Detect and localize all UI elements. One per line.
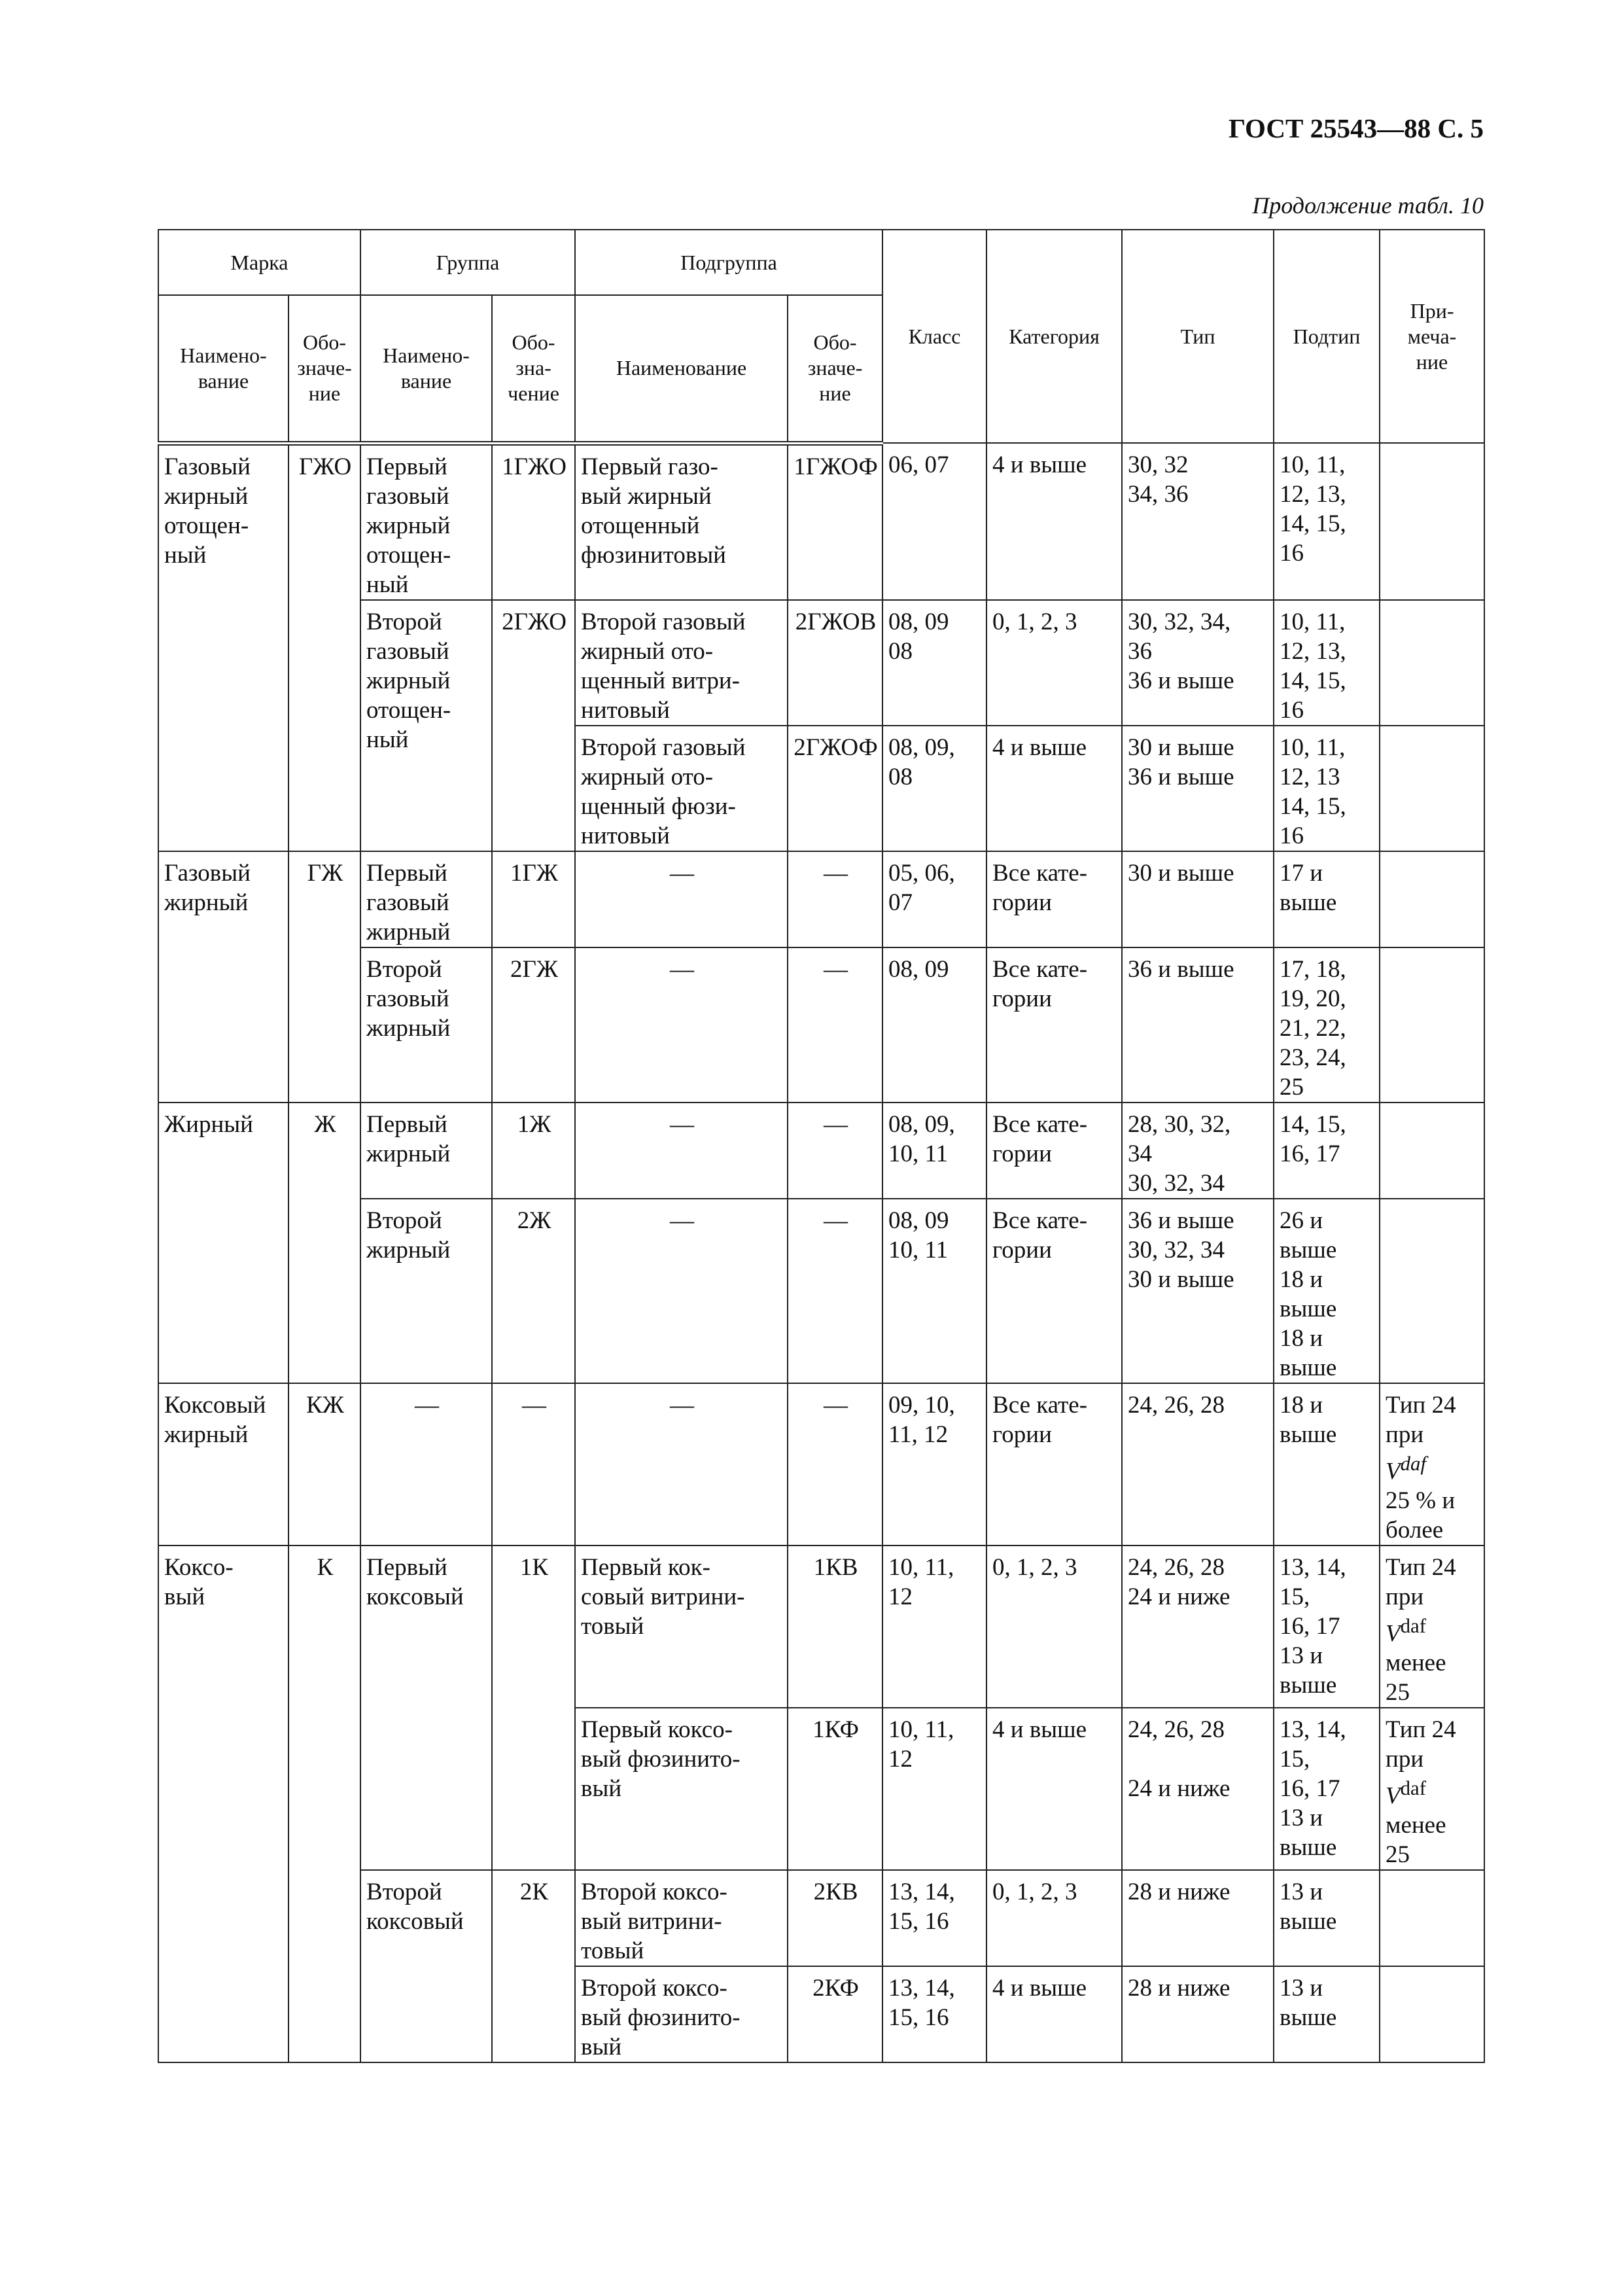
- group-name: Второй газовый жирный отощен- ный: [360, 600, 492, 851]
- volatile-symbol: V: [1386, 1620, 1401, 1648]
- header-podtip: Подтип: [1274, 230, 1380, 443]
- table-continuation-label: Продолжение табл. 10: [1252, 192, 1484, 219]
- podtip-cell: 13 и выше: [1274, 1966, 1380, 2062]
- kategoriya-cell: 0, 1, 2, 3: [986, 1545, 1122, 1708]
- group-name: Первый газовый жирный отощен- ный: [360, 443, 492, 600]
- group-name: Первый жирный: [360, 1103, 492, 1199]
- header-podgruppa-name: Наименование: [575, 295, 788, 443]
- header-marka-code: Обо- значе- ние: [288, 295, 360, 443]
- group-code: 2К: [492, 1870, 575, 2062]
- tip-cell: 24, 26, 28 24 и ниже: [1122, 1545, 1274, 1708]
- header-tip: Тип: [1122, 230, 1274, 443]
- klass-cell: 08, 09: [882, 947, 986, 1103]
- kategoriya-cell: Все кате- гории: [986, 947, 1122, 1103]
- podtip-cell: 14, 15, 16, 17: [1274, 1103, 1380, 1199]
- tip-cell: 30 и выше 36 и выше: [1122, 726, 1274, 851]
- klass-cell: 10, 11, 12: [882, 1545, 986, 1708]
- klass-cell: 08, 09 10, 11: [882, 1199, 986, 1383]
- kategoriya-cell: 4 и выше: [986, 443, 1122, 600]
- subgroup-code: 1КВ: [788, 1545, 882, 1708]
- subgroup-code: 2ГЖОВ: [788, 600, 882, 726]
- header-primechanie: При- меча- ние: [1380, 230, 1484, 443]
- kategoriya-cell: 4 и выше: [986, 1708, 1122, 1870]
- header-marka-name: Наимено- вание: [158, 295, 288, 443]
- marka-name: Коксо- вый: [158, 1545, 288, 2063]
- podtip-cell: 18 и выше: [1274, 1383, 1380, 1545]
- note-cell: [1380, 851, 1484, 947]
- klass-cell: 08, 09, 08: [882, 726, 986, 851]
- klass-cell: 10, 11, 12: [882, 1708, 986, 1870]
- table-row: [158, 1103, 1484, 1199]
- podtip-cell: 13 и выше: [1274, 1870, 1380, 1966]
- podtip-cell: 17 и выше: [1274, 851, 1380, 947]
- klass-cell: 06, 07: [882, 443, 986, 600]
- subgroup-code: —: [788, 947, 882, 1103]
- tip-cell: 36 и выше: [1122, 947, 1274, 1103]
- tip-cell: 28 и ниже: [1122, 1966, 1274, 2062]
- header-kategoriya: Категория: [986, 230, 1122, 443]
- subgroup-name: Второй коксо- вый витрини- товый: [575, 1870, 788, 1966]
- note-cell: [1380, 1103, 1484, 1199]
- tip-cell: 24, 26, 28: [1122, 1383, 1274, 1545]
- podtip-cell: 10, 11, 12, 13, 14, 15, 16: [1274, 443, 1380, 600]
- note-cell: [1380, 1199, 1484, 1383]
- kategoriya-cell: Все кате- гории: [986, 851, 1122, 947]
- marka-name: Газовый жирный: [158, 851, 288, 1103]
- group-code: 1К: [492, 1545, 575, 1871]
- marka-name: Газовый жирный отощен- ный: [158, 443, 288, 851]
- kategoriya-cell: Все кате- гории: [986, 1383, 1122, 1545]
- klass-cell: 05, 06, 07: [882, 851, 986, 947]
- podtip-cell: 13, 14, 15, 16, 17 13 и выше: [1274, 1545, 1380, 1708]
- header-gruppa-code: Обо- зна- чение: [492, 295, 575, 443]
- header-gruppa-name: Наимено- вание: [360, 295, 492, 443]
- subgroup-code: —: [788, 1103, 882, 1199]
- header-row-1: [158, 230, 1484, 295]
- table-row: [158, 1545, 1484, 1708]
- group-code: —: [492, 1383, 575, 1545]
- header-klass: Класс: [882, 230, 986, 443]
- podtip-cell: 13, 14, 15, 16, 17 13 и выше: [1274, 1708, 1380, 1870]
- volatile-superscript: daf: [1400, 1452, 1427, 1475]
- subgroup-name: Первый газо- вый жирный отощенный фюзинитовый: [575, 443, 788, 600]
- klass-cell: 08, 09, 10, 11: [882, 1103, 986, 1199]
- tip-cell: 36 и выше 30, 32, 34 30 и выше: [1122, 1199, 1274, 1383]
- header-marka: Марка: [158, 230, 360, 295]
- klass-cell: 09, 10, 11, 12: [882, 1383, 986, 1545]
- tip-cell: 28 и ниже: [1122, 1870, 1274, 1966]
- kategoriya-cell: Все кате- гории: [986, 1103, 1122, 1199]
- note-cell: [1380, 600, 1484, 726]
- klass-cell: 13, 14, 15, 16: [882, 1966, 986, 2062]
- volatile-superscript: daf: [1400, 1614, 1427, 1637]
- marka-name: Жирный: [158, 1103, 288, 1383]
- subgroup-name: —: [575, 1103, 788, 1199]
- group-code: 2ГЖО: [492, 600, 575, 851]
- subgroup-name: —: [575, 947, 788, 1103]
- volatile-symbol: V: [1386, 1457, 1401, 1485]
- note-cell: [1380, 947, 1484, 1103]
- note-text: менее 25: [1386, 1812, 1446, 1869]
- podtip-cell: 17, 18, 19, 20, 21, 22, 23, 24, 25: [1274, 947, 1380, 1103]
- subgroup-code: —: [788, 1383, 882, 1545]
- kategoriya-cell: 4 и выше: [986, 1966, 1122, 2062]
- subgroup-code: 2КВ: [788, 1870, 882, 1966]
- tip-cell: 24, 26, 28 24 и ниже: [1122, 1708, 1274, 1870]
- klass-cell: 13, 14, 15, 16: [882, 1870, 986, 1966]
- note-cell: [1380, 1966, 1484, 2062]
- klass-cell: 08, 09 08: [882, 600, 986, 726]
- table-row: [158, 851, 1484, 947]
- tip-cell: 30, 32 34, 36: [1122, 443, 1274, 600]
- podtip-cell: 26 и выше 18 и выше 18 и выше: [1274, 1199, 1380, 1383]
- note-cell: [1380, 1545, 1484, 1708]
- subgroup-code: 2ГЖОФ: [788, 726, 882, 851]
- subgroup-name: Первый коксо- вый фюзинито- вый: [575, 1708, 788, 1870]
- subgroup-name: —: [575, 851, 788, 947]
- note-cell: [1380, 443, 1484, 600]
- kategoriya-cell: 4 и выше: [986, 726, 1122, 851]
- note-cell: [1380, 1708, 1484, 1870]
- note-text: 25 % и более: [1386, 1487, 1456, 1544]
- table-row: [158, 1383, 1484, 1545]
- subgroup-code: —: [788, 851, 882, 947]
- group-name: Второй жирный: [360, 1199, 492, 1383]
- subgroup-code: 2КФ: [788, 1966, 882, 2062]
- volatile-superscript: daf: [1400, 1777, 1427, 1800]
- note-text: менее 25: [1386, 1650, 1446, 1706]
- subgroup-name: Второй коксо- вый фюзинито- вый: [575, 1966, 788, 2062]
- group-code: 2ГЖ: [492, 947, 575, 1103]
- subgroup-name: Первый кок- совый витрини- товый: [575, 1545, 788, 1708]
- tip-cell: 28, 30, 32, 34 30, 32, 34: [1122, 1103, 1274, 1199]
- subgroup-code: —: [788, 1199, 882, 1383]
- note-cell: [1380, 1870, 1484, 1966]
- header-podgruppa-code: Обо- значе- ние: [788, 295, 882, 443]
- kategoriya-cell: 0, 1, 2, 3: [986, 1870, 1122, 1966]
- subgroup-name: —: [575, 1199, 788, 1383]
- table-row: [158, 443, 1484, 600]
- group-code: 1ГЖ: [492, 851, 575, 947]
- kategoriya-cell: 0, 1, 2, 3: [986, 600, 1122, 726]
- subgroup-name: Второй газовый жирный ото- щенный фюзи- нитовый: [575, 726, 788, 851]
- kategoriya-cell: Все кате- гории: [986, 1199, 1122, 1383]
- page-header: ГОСТ 25543—88 С. 5: [1228, 113, 1484, 143]
- subgroup-code: 1КФ: [788, 1708, 882, 1870]
- group-name: Первый коксовый: [360, 1545, 492, 1871]
- subgroup-name: —: [575, 1383, 788, 1545]
- group-name: Второй коксовый: [360, 1870, 492, 2062]
- tip-cell: 30 и выше: [1122, 851, 1274, 947]
- group-code: 1Ж: [492, 1103, 575, 1199]
- group-name: Второй газовый жирный: [360, 947, 492, 1103]
- marka-code: КЖ: [288, 1383, 360, 1545]
- note-text: Тип 24 при: [1386, 1553, 1456, 1610]
- podtip-cell: 10, 11, 12, 13 14, 15, 16: [1274, 726, 1380, 851]
- header-gruppa: Группа: [360, 230, 575, 295]
- podtip-cell: 10, 11, 12, 13, 14, 15, 16: [1274, 600, 1380, 726]
- subgroup-name: Второй газовый жирный ото- щенный витри- нитовый: [575, 600, 788, 726]
- marka-code: К: [288, 1545, 360, 2063]
- group-name: Первый газовый жирный: [360, 851, 492, 947]
- coal-classification-table: [158, 229, 1485, 2063]
- note-text: Тип 24 при: [1386, 1391, 1456, 1448]
- group-code: 1ГЖО: [492, 443, 575, 600]
- note-text: Тип 24 при: [1386, 1716, 1456, 1773]
- marka-code: Ж: [288, 1103, 360, 1383]
- marka-name: Коксовый жирный: [158, 1383, 288, 1545]
- group-code: 2Ж: [492, 1199, 575, 1383]
- tip-cell: 30, 32, 34, 36 36 и выше: [1122, 600, 1274, 726]
- note-cell: [1380, 726, 1484, 851]
- note-cell: [1380, 1383, 1484, 1545]
- volatile-symbol: V: [1386, 1782, 1401, 1810]
- marka-code: ГЖ: [288, 851, 360, 1103]
- marka-code: ГЖО: [288, 443, 360, 851]
- group-name: —: [360, 1383, 492, 1545]
- subgroup-code: 1ГЖОФ: [788, 443, 882, 600]
- header-podgruppa: Подгруппа: [575, 230, 882, 295]
